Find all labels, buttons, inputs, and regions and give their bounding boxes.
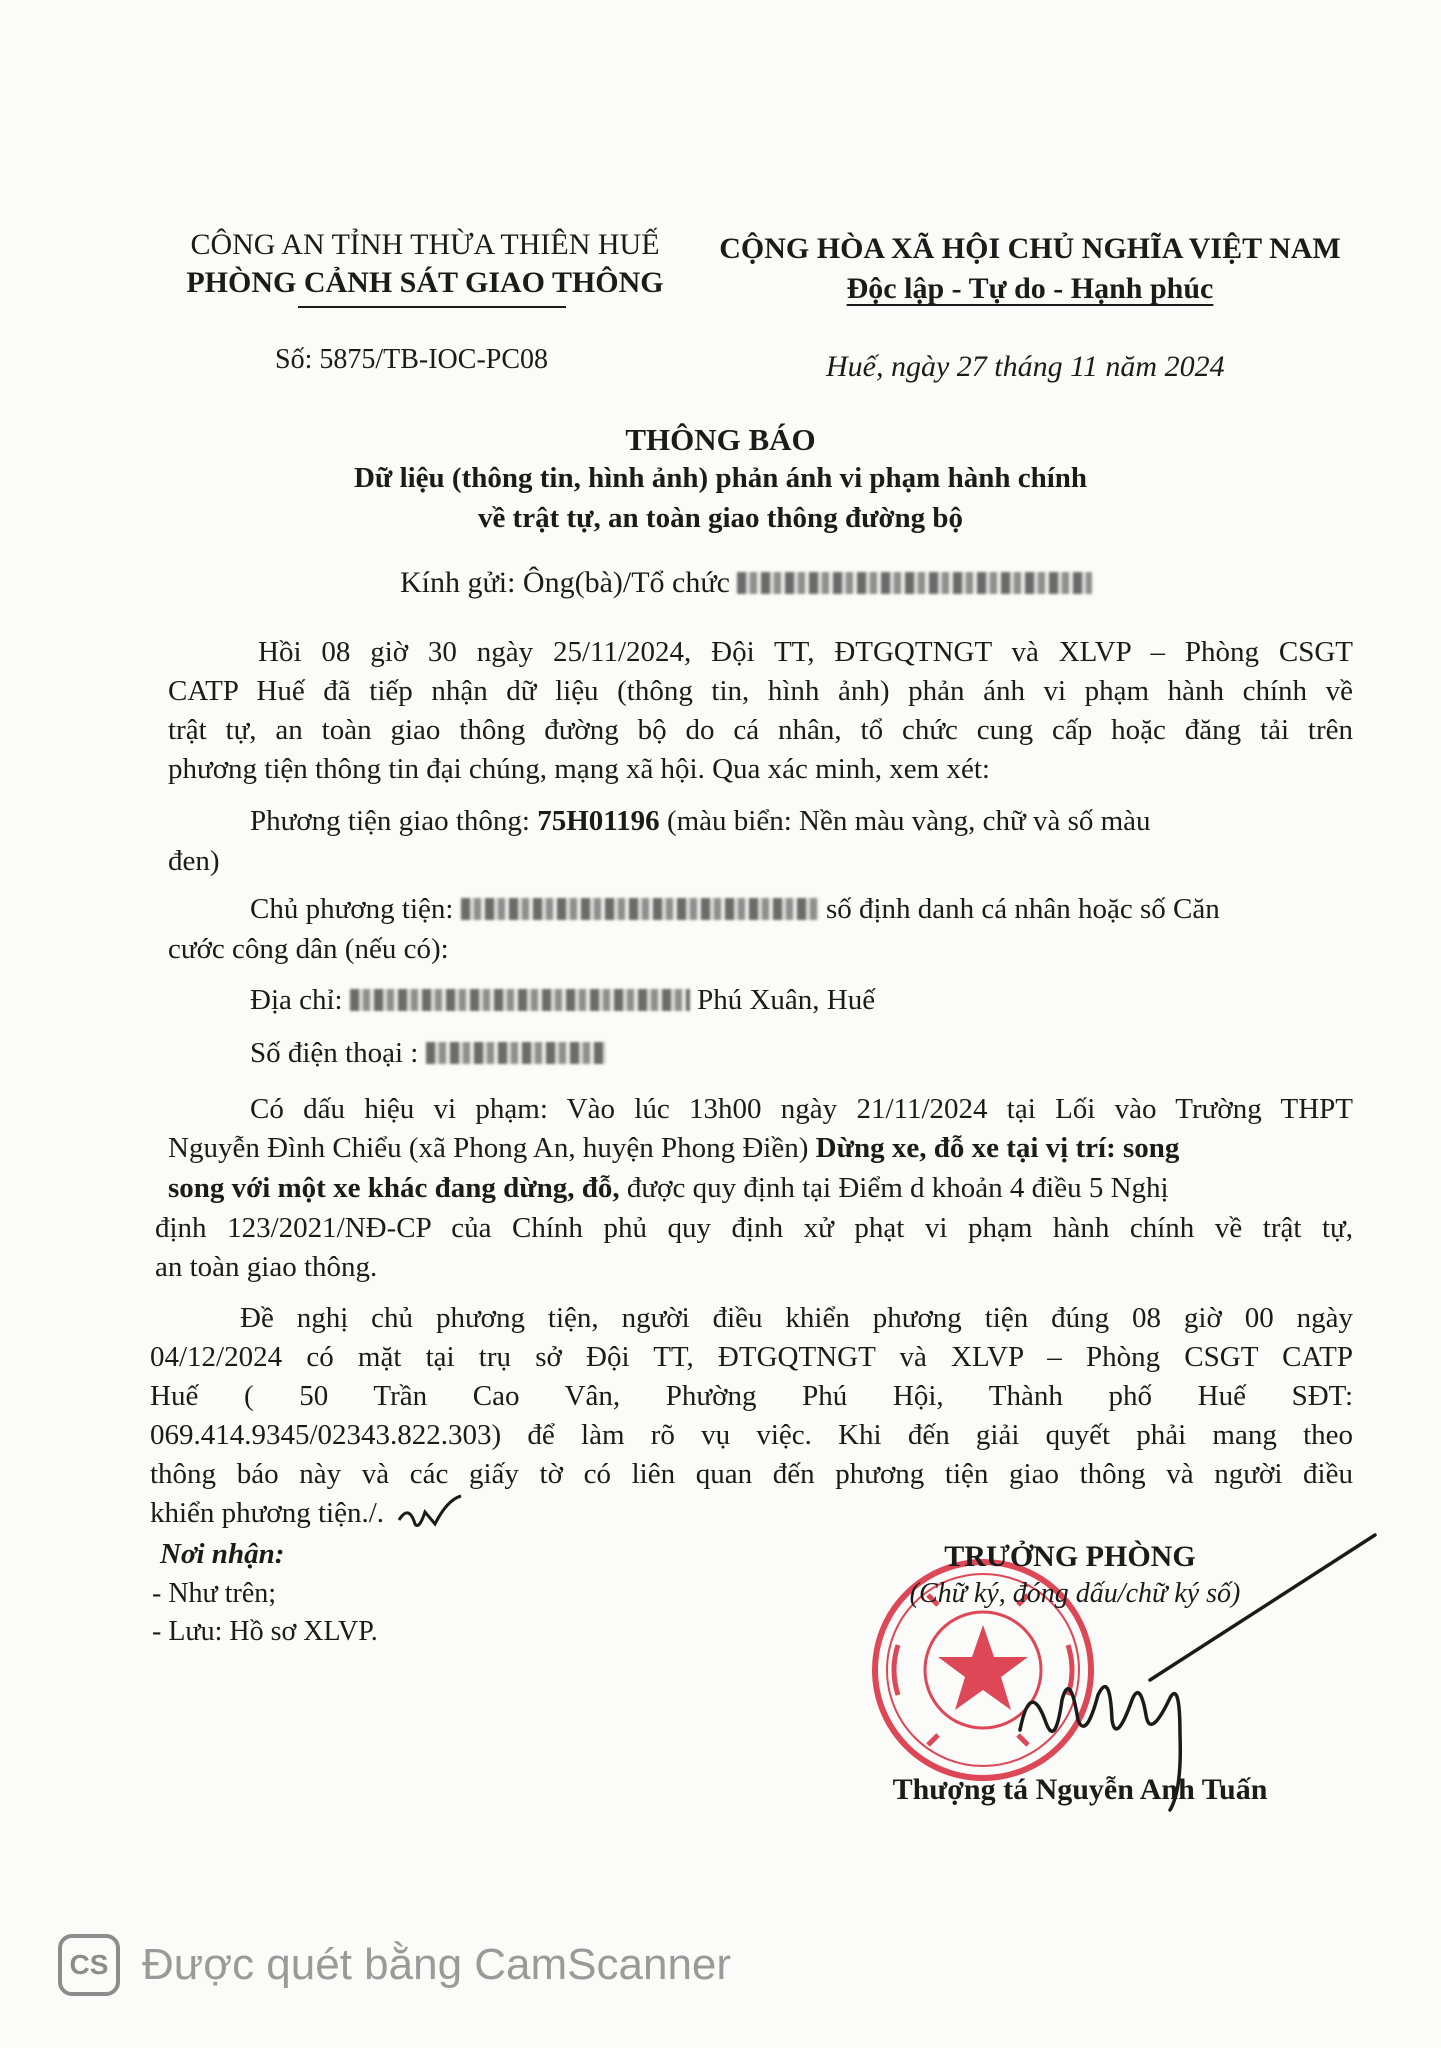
camscanner-watermark [58, 1935, 731, 1995]
owner-label: Chủ phương tiện: [250, 893, 454, 925]
phone-label: Số điện thoại : [250, 1037, 419, 1069]
initials-mark [395, 1490, 465, 1536]
agency-name-line2: PHÒNG CẢNH SÁT GIAO THÔNG [186, 266, 664, 299]
agency-name-line1: CÔNG AN TỈNH THỪA THIÊN HUẾ [190, 228, 660, 261]
signature-note: (Chữ ký, đóng dấu/chữ ký số) [909, 1578, 1241, 1609]
owner-line [250, 893, 1220, 926]
violation-line-2 [168, 1132, 1179, 1165]
recipients-label: Nơi nhận: [160, 1538, 285, 1570]
agency-underline [298, 306, 566, 308]
camscanner-logo-icon: CS [58, 1934, 120, 1996]
recipient-item-1: - Như trên; [152, 1578, 277, 1609]
recipient-item-2: - Lưu: Hồ sơ XLVP. [152, 1616, 378, 1647]
violation-bold-2: song với một xe khác đang dừng, đỗ, [168, 1172, 620, 1204]
violation-line-3 [168, 1172, 1169, 1205]
violation-location: Nguyễn Đình Chiểu (xã Phong An, huyện Phong Điền) [168, 1132, 809, 1164]
recipient-label: Kính gửi: Ông(bà)/Tổ chức [400, 566, 730, 599]
recipient-line [400, 566, 1092, 600]
violation-line-1: Có dấu hiệu vi phạm: Vào lúc 13h00 ngày 21/11/2024 tại Lối vào Trường THPT [250, 1093, 1353, 1125]
request-line-2: 04/12/2024 có mặt tại trụ sở Đội TT, ĐTGQTNGT và XLVP – Phòng CSGT CATP [150, 1341, 1353, 1373]
address-line [250, 984, 875, 1017]
phone-line [250, 1037, 606, 1070]
redacted-owner [461, 898, 819, 920]
signer-name: Thượng tá Nguyễn Anh Tuấn [892, 1773, 1268, 1806]
vehicle-line-2: đen) [168, 845, 220, 877]
paragraph-1-line-1: Hồi 08 giờ 30 ngày 25/11/2024, Đội TT, ĐTGQTNGT và XLVP – Phòng CSGT [258, 636, 1353, 668]
vehicle-line [250, 805, 1151, 838]
owner-id-text: số định danh cá nhân hoặc số Căn [825, 893, 1220, 925]
address-text: Phú Xuân, Huế [697, 984, 876, 1016]
request-line-1: Đề nghị chủ phương tiện, người điều khiển phương tiện đúng 08 giờ 00 ngày [240, 1302, 1353, 1334]
request-line-3: Huế ( 50 Trần Cao Vân, Phường Phú Hội, Thành phố Huế SĐT: [150, 1380, 1353, 1412]
plate-color-text: (màu biển: Nền màu vàng, chữ và số màu [666, 805, 1151, 837]
violation-line-4: định 123/2021/NĐ-CP của Chính phủ quy định xử phạt vi phạm hành chính về trật tự, [155, 1212, 1353, 1244]
address-label: Địa chỉ: [250, 984, 343, 1016]
vehicle-label: Phương tiện giao thông: [250, 805, 530, 837]
signer-title: TRƯỞNG PHÒNG [944, 1540, 1196, 1573]
document-subtitle-1: Dữ liệu (thông tin, hình ảnh) phản ánh vi phạm hành chính [353, 462, 1088, 494]
license-plate: 75H01196 [537, 805, 660, 837]
violation-bold-1: Dừng xe, đỗ xe tại vị trí: song [815, 1132, 1180, 1164]
redacted-recipient [737, 572, 1092, 594]
nation-motto: Độc lập - Tự do - Hạnh phúc [846, 272, 1214, 305]
paragraph-1-line-4: phương tiện thông tin đại chúng, mạng xã hội. Qua xác minh, xem xét: [168, 753, 990, 785]
request-line-4: 069.414.9345/02343.822.303) để làm rõ vụ việc. Khi đến giải quyết phải mang theo [150, 1419, 1353, 1451]
place-date: Huế, ngày 27 tháng 11 năm 2024 [826, 350, 1225, 383]
violation-line-5: an toàn giao thông. [155, 1251, 378, 1283]
document-number: Số: 5875/TB-IOC-PC08 [275, 344, 549, 375]
paragraph-1-line-3: trật tự, an toàn giao thông đường bộ do cá nhân, tổ chức cung cấp hoặc đăng tải trên [168, 714, 1353, 746]
camscanner-text: Được quét bằng CamScanner [142, 1940, 732, 1989]
paragraph-1-line-2: CATP Huế đã tiếp nhận dữ liệu (thông tin, hình ảnh) phản ánh vi phạm hành chính về [168, 675, 1353, 707]
violation-regulation: được quy định tại Điểm d khoản 4 điều 5 Nghị [626, 1172, 1169, 1204]
redacted-address [350, 989, 690, 1011]
document-title: THÔNG BÁO [625, 422, 816, 457]
redacted-phone [426, 1042, 606, 1064]
nation-name: CỘNG HÒA XÃ HỘI CHỦ NGHĨA VIỆT NAM [719, 232, 1341, 265]
request-line-5: thông báo này và các giấy tờ có liên quan đến phương tiện giao thông và người điều [150, 1458, 1353, 1490]
owner-line-2: cước công dân (nếu có): [168, 933, 449, 965]
document-subtitle-2: về trật tự, an toàn giao thông đường bộ [477, 502, 964, 534]
request-line-6: khiển phương tiện./. [150, 1497, 385, 1529]
